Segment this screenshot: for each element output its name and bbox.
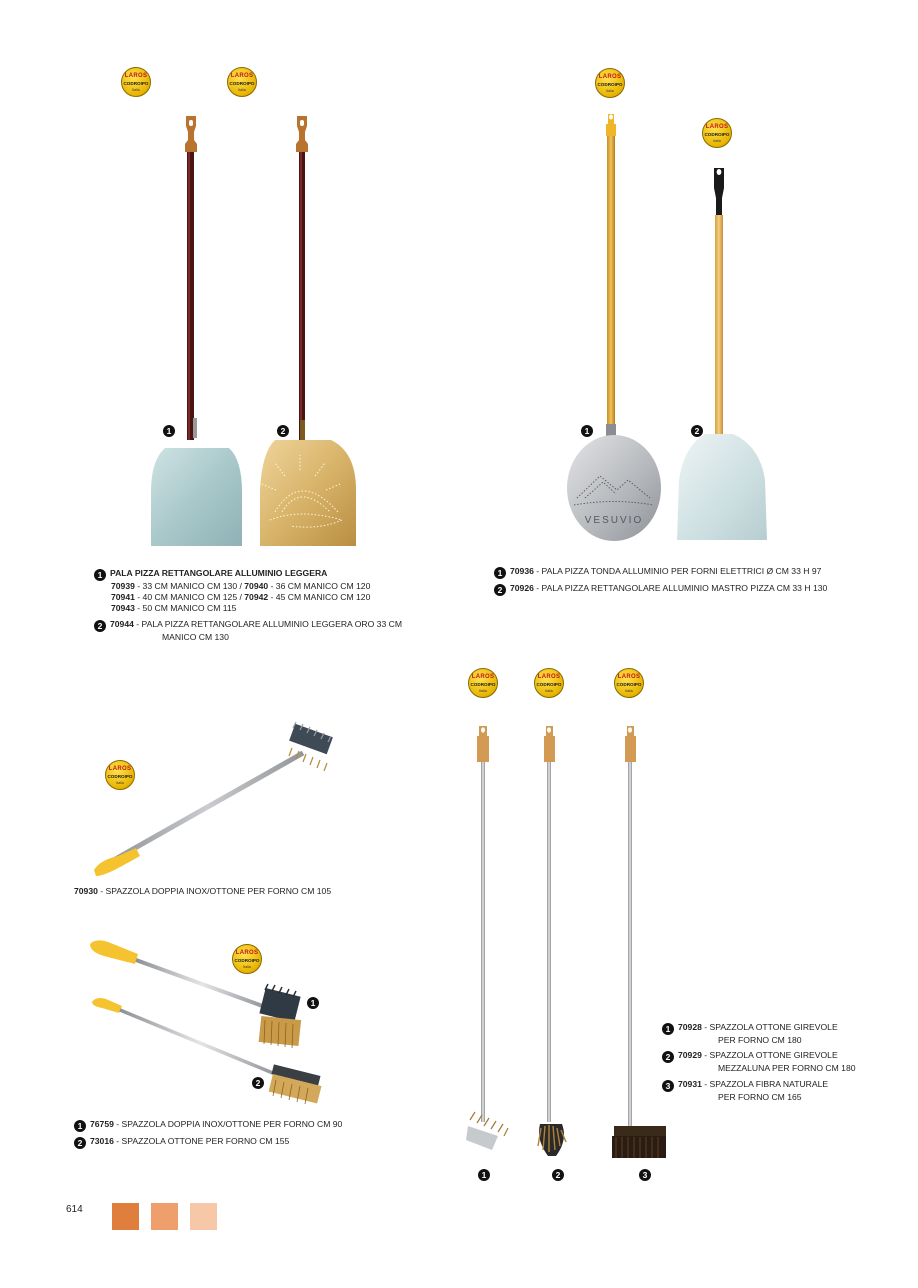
product-code: 73016 xyxy=(90,1136,114,1146)
brand-badge-bot: Italia xyxy=(479,689,487,693)
brand-badge-bot: Italia xyxy=(132,88,140,92)
product-desc: - PALA PIZZA RETTANGOLARE ALLUMINIO MASTRO PIZZA CM 33 H 130 xyxy=(533,583,828,593)
product-code: 70940 xyxy=(244,581,269,591)
peel-emboss-text: VESUVIO xyxy=(584,515,644,526)
brush-76759-image xyxy=(90,940,301,1048)
caption-line xyxy=(662,1079,828,1092)
product-desc-cont: MANICO CM 130 xyxy=(162,632,229,642)
marker-2: 2 xyxy=(552,1169,564,1181)
product-code: 76759 xyxy=(90,1119,114,1129)
color-swatch-2 xyxy=(151,1203,178,1230)
caption-marker-2: 2 xyxy=(94,620,106,632)
brand-badge-top: LAROS xyxy=(598,74,622,80)
brand-badge-top: LAROS xyxy=(230,73,254,79)
product-desc-cont: MEZZALUNA PER FORNO CM 180 xyxy=(718,1063,856,1073)
brand-badge-top: LAROS xyxy=(471,674,495,680)
caption-marker-1: 1 xyxy=(94,569,106,581)
product-desc-cont: PER FORNO CM 180 xyxy=(718,1035,802,1045)
brand-badge-bot: Italia xyxy=(116,781,124,785)
caption-line xyxy=(494,566,821,579)
product-code: 70931 xyxy=(678,1079,702,1089)
brand-badge-bot: Italia xyxy=(545,689,553,693)
brand-badge-mid: CODROIPO xyxy=(229,81,255,86)
brush-70931-image xyxy=(612,726,666,1158)
caption-marker-2: 2 xyxy=(494,584,506,596)
brand-badge-top: LAROS xyxy=(537,674,561,680)
brush-70929-image xyxy=(538,726,566,1156)
brand-badge-mid: CODROIPO xyxy=(536,682,562,687)
caption-marker-2: 2 xyxy=(74,1137,86,1149)
brand-badge-mid: CODROIPO xyxy=(597,82,623,87)
brand-badge-bot: Italia xyxy=(606,89,614,93)
brand-badge-mid: CODROIPO xyxy=(107,774,133,779)
product-desc: - SPAZZOLA FIBRA NATURALE xyxy=(701,1079,829,1089)
product-desc: - PALA PIZZA TONDA ALLUMINIO PER FORNI ELETTRICI Ø CM 33 H 97 xyxy=(533,566,822,576)
product-desc: - SPAZZOLA DOPPIA INOX/OTTONE PER FORNO CM 105 xyxy=(97,886,332,896)
brand-badge-mid: CODROIPO xyxy=(470,682,496,687)
marker-1: 1 xyxy=(307,997,319,1009)
product-desc: - 45 CM MANICO CM 120 xyxy=(268,592,371,602)
brand-badge-mid: CODROIPO xyxy=(616,682,642,687)
product-code: 70941 xyxy=(111,592,135,602)
brand-badge-top: LAROS xyxy=(235,950,259,956)
brush-70928-image xyxy=(466,726,508,1150)
brand-badge-top: LAROS xyxy=(617,674,641,680)
product-desc: - SPAZZOLA OTTONE GIREVOLE xyxy=(701,1050,838,1060)
caption-line xyxy=(662,1050,856,1063)
brand-badge-top: LAROS xyxy=(124,73,148,79)
product-code: 70939 xyxy=(111,581,135,591)
peel-70939-image xyxy=(151,116,242,546)
caption-brush-73016 xyxy=(74,1136,289,1149)
product-code: 70943 xyxy=(111,603,135,613)
caption-brush-76759 xyxy=(74,1119,342,1132)
product-code: 70944 xyxy=(110,619,134,629)
page-number: 614 xyxy=(66,1204,83,1215)
caption-marker-1: 1 xyxy=(494,567,506,579)
caption-line xyxy=(94,603,370,614)
caption-peel-light xyxy=(94,568,370,614)
marker-2: 2 xyxy=(277,425,289,437)
product-desc: - 50 CM MANICO CM 115 xyxy=(134,603,237,613)
marker-1: 1 xyxy=(163,425,175,437)
product-code: 70942 xyxy=(244,592,269,602)
caption-peel-gold xyxy=(94,619,402,643)
brand-badge-bot: Italia xyxy=(625,689,633,693)
brand-badge-mid: CODROIPO xyxy=(234,958,260,963)
color-swatch-1 xyxy=(112,1203,139,1230)
product-code: 70930 xyxy=(74,886,98,896)
marker-2: 2 xyxy=(691,425,703,437)
peel-70926-image xyxy=(677,168,767,540)
caption-marker-1: 1 xyxy=(662,1023,674,1035)
product-desc: - 36 CM MANICO CM 120 xyxy=(268,581,371,591)
product-desc-cont: PER FORNO CM 165 xyxy=(718,1092,802,1102)
caption-title: PALA PIZZA RETTANGOLARE ALLUMINIO LEGGERA xyxy=(110,568,328,578)
brand-badge-bot: Italia xyxy=(243,965,251,969)
caption-title-row xyxy=(94,568,370,581)
caption-peel-round xyxy=(494,566,821,579)
brand-badge-mid: CODROIPO xyxy=(123,81,149,86)
brand-badge-top: LAROS xyxy=(705,124,729,130)
product-desc: - 33 CM MANICO CM 130 / xyxy=(134,581,245,591)
caption-line xyxy=(94,581,370,592)
brush-70930-image xyxy=(94,722,333,876)
caption-brush-70930 xyxy=(74,886,331,897)
product-desc: - SPAZZOLA DOPPIA INOX/OTTONE PER FORNO CM 90 xyxy=(113,1119,343,1129)
caption-marker-3: 3 xyxy=(662,1080,674,1092)
product-desc: - SPAZZOLA OTTONE GIREVOLE xyxy=(701,1022,838,1032)
product-code: 70929 xyxy=(678,1050,702,1060)
color-swatch-3 xyxy=(190,1203,217,1230)
brand-badge-mid: CODROIPO xyxy=(704,132,730,137)
caption-brush-70931 xyxy=(662,1079,828,1103)
product-code: 70926 xyxy=(510,583,534,593)
peel-70936-image xyxy=(567,114,661,541)
brand-badge-top: LAROS xyxy=(108,766,132,772)
product-desc: - SPAZZOLA OTTONE PER FORNO CM 155 xyxy=(113,1136,290,1146)
caption-line xyxy=(662,1022,838,1035)
marker-1: 1 xyxy=(478,1169,490,1181)
caption-brush-70929 xyxy=(662,1050,856,1074)
caption-line xyxy=(94,592,370,603)
marker-1: 1 xyxy=(581,425,593,437)
brand-badge-bot: Italia xyxy=(713,139,721,143)
marker-2: 2 xyxy=(252,1077,264,1089)
caption-line xyxy=(74,1136,289,1149)
caption-line xyxy=(74,1119,342,1132)
caption-line xyxy=(74,886,331,897)
product-code: 70936 xyxy=(510,566,534,576)
peel-70944-image xyxy=(260,116,356,546)
caption-line xyxy=(94,619,402,632)
product-code: 70928 xyxy=(678,1022,702,1032)
marker-3: 3 xyxy=(639,1169,651,1181)
caption-marker-1: 1 xyxy=(74,1120,86,1132)
product-desc: - 40 CM MANICO CM 125 / xyxy=(134,592,245,602)
caption-peel-mastro xyxy=(494,583,827,596)
caption-marker-2: 2 xyxy=(662,1051,674,1063)
brand-badge-bot: Italia xyxy=(238,88,246,92)
caption-line xyxy=(494,583,827,596)
caption-brush-70928 xyxy=(662,1022,838,1046)
product-desc: - PALA PIZZA RETTANGOLARE ALLUMINIO LEGGERA ORO 33 CM xyxy=(133,619,402,629)
